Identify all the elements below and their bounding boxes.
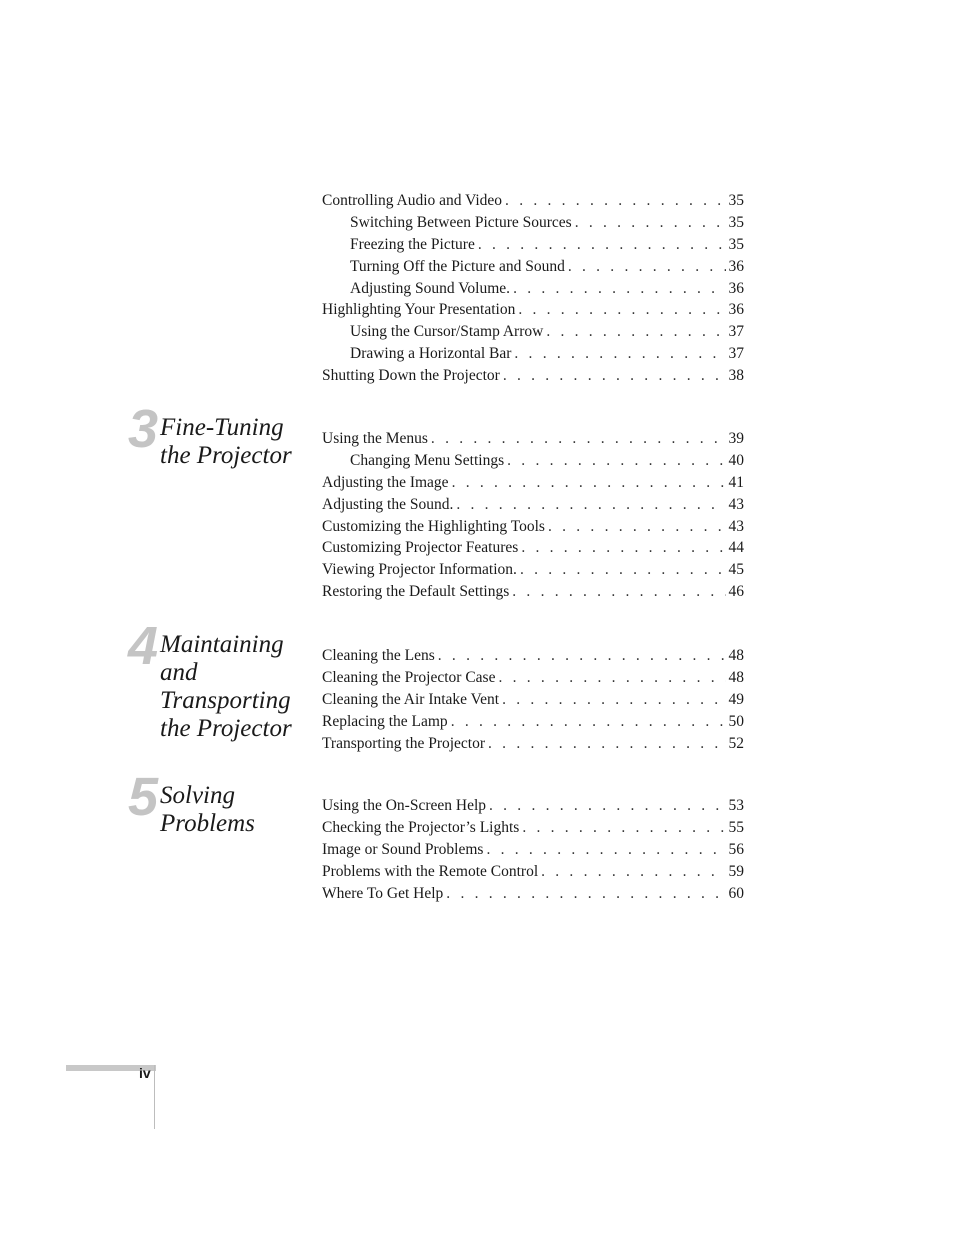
chapter-title-line: Maintaining: [160, 631, 284, 658]
dot-leader: [502, 689, 725, 711]
toc-entry-page: 38: [728, 367, 744, 385]
toc-entry-title: Customizing the Highlighting Tools: [322, 517, 545, 535]
toc-entry-title: Shutting Down the Projector: [322, 367, 500, 385]
toc-entry[interactable]: [322, 581, 744, 603]
toc-entry-page: 43: [728, 517, 744, 535]
toc-entry[interactable]: [322, 234, 744, 256]
dot-leader: [514, 343, 725, 365]
toc-entry-title: Switching Between Picture Sources: [350, 213, 572, 231]
toc-entry-page: 49: [728, 690, 744, 708]
dot-leader: [548, 516, 726, 538]
toc-entry-title: Drawing a Horizontal Bar: [350, 345, 512, 363]
chapter-title-line: Fine-Tuning: [160, 414, 284, 441]
dot-leader: [521, 537, 725, 559]
toc-entry[interactable]: [322, 645, 744, 667]
toc-entry[interactable]: [322, 472, 744, 494]
toc-entry-title: Changing Menu Settings: [350, 451, 505, 469]
dot-leader: [446, 883, 725, 905]
toc-entry-page: 56: [728, 840, 744, 858]
toc-entry-page: 39: [728, 430, 744, 447]
toc-entry-title: Cleaning the Air Intake Vent: [322, 690, 500, 708]
toc-entry-title: Using the Menus: [322, 430, 428, 447]
toc-entry-title: Using the Cursor/Stamp Arrow: [350, 323, 544, 341]
dot-leader: [541, 861, 725, 883]
toc-entry-title: Freezing the Picture: [350, 235, 475, 253]
toc-entry-page: 48: [728, 668, 744, 686]
dot-leader: [546, 321, 725, 343]
toc-entry[interactable]: [322, 343, 744, 365]
dot-leader: [512, 581, 725, 603]
toc-entry[interactable]: [322, 256, 744, 278]
dot-leader: [505, 190, 725, 212]
toc-section-chapter-3: [322, 428, 744, 603]
toc-entry-title: Adjusting the Image: [322, 473, 449, 491]
toc-entry-page: 52: [728, 734, 744, 752]
dot-leader: [522, 817, 725, 839]
dot-leader: [488, 733, 725, 755]
toc-entry-page: 36: [728, 257, 744, 275]
chapter-number: 3: [128, 399, 159, 459]
toc-entry[interactable]: [322, 365, 744, 387]
dot-leader: [452, 472, 726, 494]
toc-entry-title: Checking the Projector’s Lights: [322, 818, 520, 836]
dot-leader: [503, 365, 726, 387]
dot-leader: [520, 559, 726, 581]
toc-entry-page: 41: [728, 473, 744, 491]
toc-entry-page: 48: [728, 647, 744, 664]
dot-leader: [518, 299, 725, 321]
toc-entry-page: 45: [728, 561, 744, 579]
toc-entry-page: 59: [728, 862, 744, 880]
chapter-number: 4: [128, 616, 159, 676]
toc-entry-page: 44: [728, 539, 744, 557]
dot-leader: [507, 450, 725, 472]
toc-entry-title: Restoring the Default Settings: [322, 583, 510, 601]
chapter-title-line: Transporting: [160, 687, 291, 714]
chapter-title-line: and: [160, 659, 198, 686]
toc-entry-page: 37: [728, 345, 744, 363]
footer-rule: [154, 1065, 155, 1129]
toc-section-chapter-5: [322, 795, 744, 904]
dot-leader: [489, 795, 726, 817]
toc-section-chapter-4: [322, 645, 744, 754]
toc-entry-title: Problems with the Remote Control: [322, 862, 539, 880]
toc-entry[interactable]: [322, 516, 744, 538]
toc-entry[interactable]: [322, 689, 744, 711]
toc-entry-page: 35: [728, 235, 744, 253]
toc-entry-page: 35: [728, 192, 744, 209]
toc-entry-page: 46: [728, 583, 744, 601]
chapter-title: [160, 631, 320, 743]
toc-entry[interactable]: [322, 450, 744, 472]
toc-entry[interactable]: [322, 883, 744, 905]
chapter-title: [160, 782, 320, 838]
toc-entry[interactable]: [322, 494, 744, 516]
toc-entry-page: 50: [728, 712, 744, 730]
toc-entry-title: Cleaning the Lens: [322, 647, 435, 664]
toc-entry-page: 36: [728, 279, 744, 297]
toc-entry[interactable]: [322, 321, 744, 343]
toc-entry-page: 35: [728, 213, 744, 231]
toc-entry[interactable]: [322, 559, 744, 581]
dot-leader: [478, 234, 726, 256]
toc-section-continuation: [322, 190, 744, 387]
toc-entry-title: Turning Off the Picture and Sound: [350, 257, 565, 275]
toc-entry-page: 40: [728, 451, 744, 469]
toc-entry-title: Replacing the Lamp: [322, 712, 448, 730]
dot-leader: [513, 278, 725, 300]
toc-entry-title: Where To Get Help: [322, 884, 444, 902]
chapter-title: [160, 414, 320, 470]
dot-leader: [438, 645, 726, 667]
toc-entry[interactable]: [322, 278, 744, 300]
toc-entry-title: Controlling Audio and Video: [322, 192, 503, 209]
toc-entry-title: Cleaning the Projector Case: [322, 668, 496, 686]
toc-entry-page: 37: [728, 323, 744, 341]
dot-leader: [456, 494, 725, 516]
toc-entry[interactable]: [322, 839, 744, 861]
toc-entry-page: 43: [728, 495, 744, 513]
toc-entry[interactable]: [322, 861, 744, 883]
dot-leader: [498, 667, 725, 689]
chapter-title-line: the Projector: [160, 715, 292, 742]
toc-entry[interactable]: [322, 212, 744, 234]
toc-entry[interactable]: [322, 299, 744, 321]
toc-entry[interactable]: [322, 733, 744, 755]
toc-entry[interactable]: [322, 190, 744, 212]
toc-entry-page: 55: [728, 818, 744, 836]
chapter-title-line: Problems: [160, 810, 255, 837]
page-number: iv: [139, 1065, 151, 1081]
toc-entry-title: Highlighting Your Presentation: [322, 301, 516, 319]
toc-entry-page: 53: [728, 797, 744, 814]
toc-entry-title: Transporting the Projector: [322, 734, 486, 752]
toc-entry-page: 36: [728, 301, 744, 319]
chapter-title-line: Solving: [160, 782, 235, 809]
dot-leader: [568, 256, 726, 278]
dot-leader: [486, 839, 725, 861]
toc-entry[interactable]: [322, 817, 744, 839]
toc-entry-title: Adjusting the Sound.: [322, 495, 454, 513]
toc-entry[interactable]: [322, 537, 744, 559]
toc-entry[interactable]: [322, 795, 744, 817]
dot-leader: [451, 711, 726, 733]
toc-entry-title: Viewing Projector Information.: [322, 561, 517, 579]
toc-entry[interactable]: [322, 428, 744, 450]
toc-entry[interactable]: [322, 667, 744, 689]
toc-entry-title: Adjusting Sound Volume.: [350, 279, 511, 297]
dot-leader: [431, 428, 726, 450]
chapter-number: 5: [128, 767, 159, 827]
dot-leader: [575, 212, 726, 234]
toc-entry-title: Using the On-Screen Help: [322, 797, 486, 814]
chapter-title-line: the Projector: [160, 442, 292, 469]
toc-entry-page: 60: [728, 884, 744, 902]
toc-entry[interactable]: [322, 711, 744, 733]
toc-entry-title: Customizing Projector Features: [322, 539, 519, 557]
toc-entry-title: Image or Sound Problems: [322, 840, 484, 858]
